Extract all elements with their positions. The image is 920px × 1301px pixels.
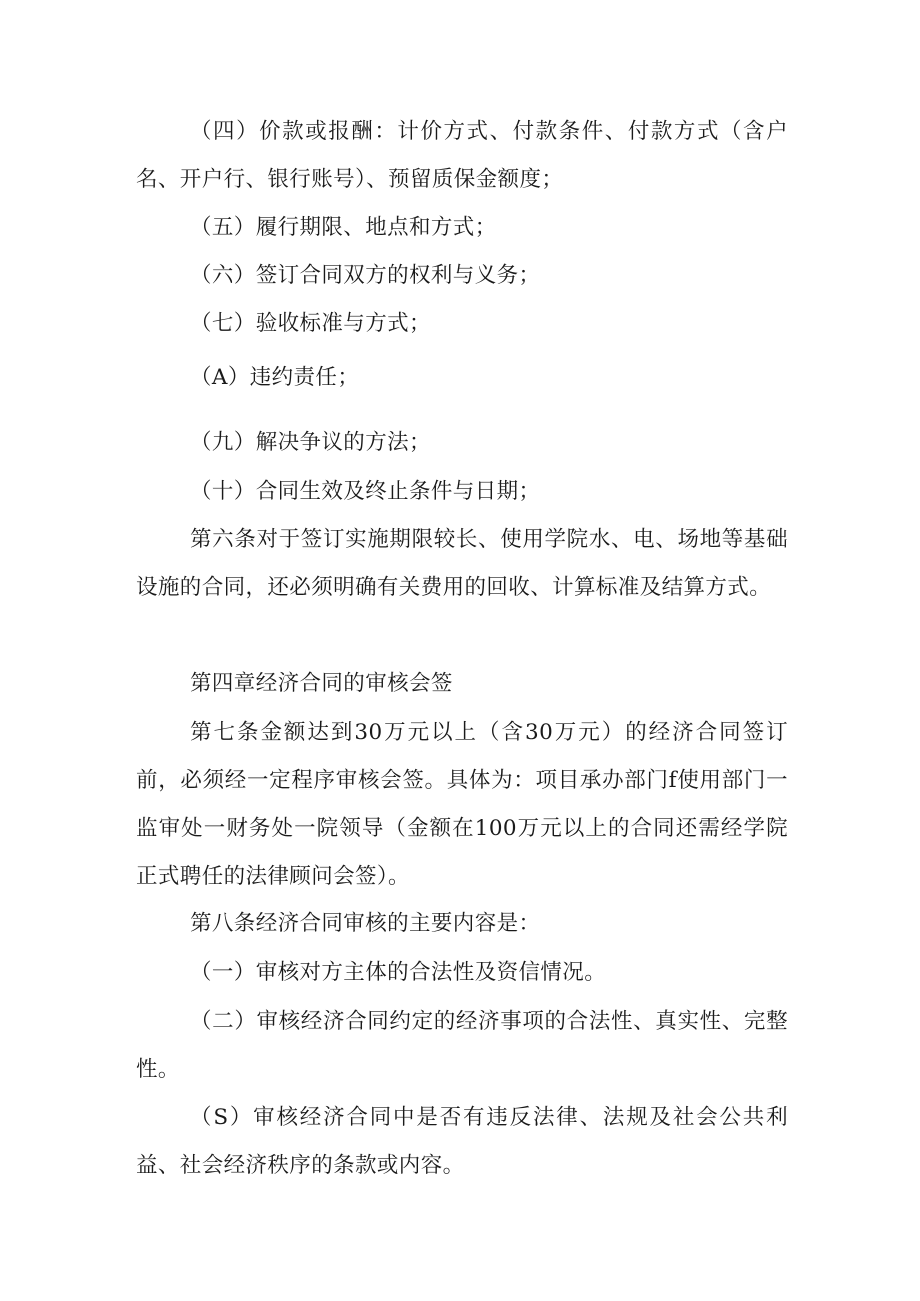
paragraph-review-item-3: （S）审核经济合同中是否有违反法律、法规及社会公共利益、社会经济秩序的条款或内容。 [136,1105,788,1178]
paragraph-article-6: 第六条对于签订实施期限较长、使用学院水、电、场地等基础设施的合同，还必须明确有关费用的回收、计算标准及结算方式。 [136,527,788,600]
paragraph-dispute-resolution: （九）解决争议的方法； [190,430,431,455]
paragraph-article-8: 第八条经济合同审核的主要内容是： [190,911,541,936]
chapter-heading-4: 第四章经济合同的审核会签 [190,671,453,696]
paragraph-review-item-1: （一）审核对方主体的合法性及资信情况。 [190,960,607,985]
paragraph-payment-terms: （四）价款或报酬：计价方式、付款条件、付款方式（含户名、开户行、银行账号）、预留质保金额度； [136,119,788,192]
paragraph-acceptance-standard: （七）验收标准与方式； [190,311,431,336]
paragraph-article-7: 第七条金额达到30万元以上（含30万元）的经济合同签订前，必须经一定程序审核会签。具体为：项目承办部门f使用部门一监审处一财务处一院领导（金额在100万元以上的合同还需经学院正式聘任的法律顾问会签）。 [136,720,788,889]
paragraph-review-item-2: （二）审核经济合同约定的经济事项的合法性、真实性、完整性。 [136,1009,788,1082]
paragraph-effectiveness-termination: （十）合同生效及终止条件与日期； [190,479,541,504]
paragraph-breach-liability: （A）违约责任； [190,365,360,390]
paragraph-performance-period: （五）履行期限、地点和方式； [190,215,497,240]
paragraph-rights-obligations: （六）签订合同双方的权利与义务； [190,263,541,288]
